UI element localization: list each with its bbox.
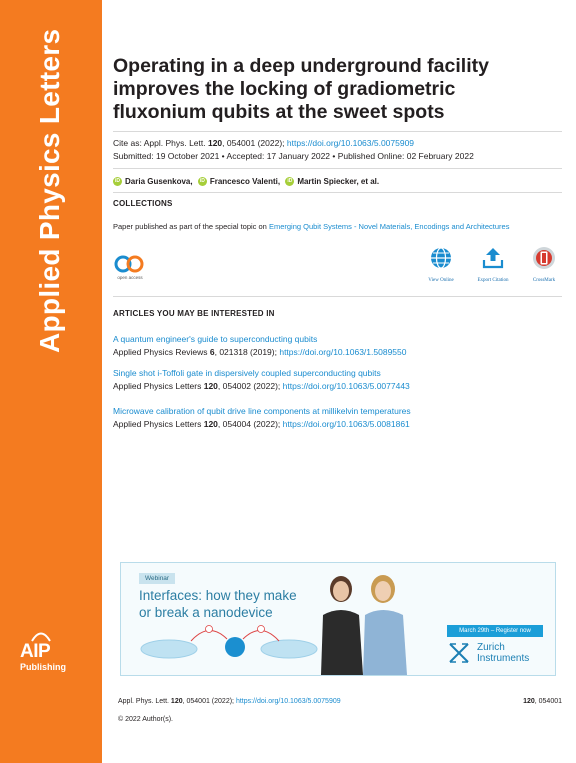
related-article-volume: 120	[203, 381, 218, 391]
orcid-icon[interactable]: iD	[287, 178, 293, 184]
citation-line	[113, 138, 414, 148]
related-article-title[interactable]: A quantum engineer's guide to superconducting qubits	[113, 334, 318, 344]
footer-right-pages: , 054001	[534, 698, 562, 705]
company-name-line1: Zurich	[477, 642, 505, 653]
nanodevice-illustration	[139, 619, 319, 663]
collections-prefix: Paper published as part of the special topic on	[113, 222, 269, 231]
collections-heading: COLLECTIONS	[113, 199, 173, 208]
aip-logo-subtext: Publishing	[20, 662, 66, 672]
related-article-pages: , 021318 (2019);	[214, 347, 280, 357]
export-citation-label: Export Citation	[477, 278, 509, 283]
footer-volume: 120	[170, 698, 183, 705]
presenters-photo	[311, 569, 421, 675]
cite-pages: , 054001 (2022);	[222, 138, 287, 148]
related-article-doi-link[interactable]: https://doi.org/10.1063/1.5089550	[279, 347, 407, 357]
divider	[113, 168, 562, 169]
company-name-line2: Instruments	[477, 653, 530, 664]
zurich-instruments-logo	[447, 641, 547, 669]
aip-logo-text: AIP	[20, 641, 51, 662]
publication-dates: Submitted: 19 October 2021 • Accepted: 17 January 2022 • Published Online: 02 February 2022	[113, 151, 474, 161]
footer-pages: , 054001 (2022);	[182, 698, 236, 705]
open-access-icon	[113, 253, 147, 275]
article-doi-link[interactable]: https://doi.org/10.1063/5.0075909	[286, 138, 415, 148]
crossmark-button[interactable]	[527, 246, 561, 283]
webinar-tag: Webinar	[139, 573, 175, 584]
related-article-pages: , 054004 (2022);	[217, 419, 283, 429]
related-article-journal: Applied Physics Letters	[113, 419, 204, 429]
orcid-icon[interactable]: iD	[115, 178, 120, 184]
footer-doi-link[interactable]: https://doi.org/10.1063/5.0075909	[235, 698, 341, 705]
export-citation-button[interactable]	[476, 246, 510, 283]
footer-cite-prefix: Appl. Phys. Lett.	[118, 698, 171, 705]
divider	[113, 296, 562, 297]
related-article-title[interactable]: Microwave calibration of qubit drive line components at millikelvin temperatures	[113, 406, 411, 416]
globe-icon	[429, 246, 453, 270]
related-article	[113, 334, 406, 357]
webinar-advertisement[interactable]	[120, 562, 556, 676]
special-topic-link[interactable]: Emerging Qubit Systems - Novel Materials, Encodings and Architectures	[268, 222, 510, 231]
view-online-label: View Online	[428, 278, 454, 283]
copyright: © 2022 Author(s).	[118, 716, 173, 723]
view-online-button[interactable]	[424, 246, 458, 283]
ad-title-line1: Interfaces: how they make	[139, 588, 297, 603]
article-title: Operating in a deep underground facility improves the locking of gradiometric fluxonium qubits at the sweet spots	[113, 55, 489, 123]
related-article-volume: 6	[209, 347, 215, 357]
related-article	[113, 368, 410, 391]
export-icon	[481, 246, 505, 270]
crossmark-label: CrossMark	[532, 278, 556, 283]
collections-text	[113, 221, 523, 233]
footer-right-volume: 120	[523, 698, 535, 705]
related-article-journal: Applied Physics Letters	[113, 381, 204, 391]
open-access-label: open access	[117, 275, 143, 280]
orcid-icon[interactable]: iD	[199, 178, 205, 184]
journal-name: Applied Physics Letters	[34, 28, 65, 353]
footer-page-ref	[523, 698, 562, 705]
crossmark-icon	[532, 246, 556, 270]
related-heading: ARTICLES YOU MAY BE INTERESTED IN	[113, 309, 275, 318]
related-article-title[interactable]: Single shot i-Toffoli gate in dispersively coupled superconducting qubits	[113, 368, 381, 378]
journal-sidebar	[0, 0, 102, 763]
aip-publishing-logo[interactable]	[20, 630, 72, 680]
ad-title-line2: or break a nanodevice	[139, 605, 273, 620]
related-article-journal: Applied Physics Reviews	[113, 347, 210, 357]
related-article-doi-link[interactable]: https://doi.org/10.1063/5.0081861	[282, 419, 410, 429]
zurich-logo-icon	[447, 641, 471, 665]
divider	[113, 192, 562, 193]
ad-title	[139, 587, 297, 621]
author-list: iD Daria Gusenkova , iD Francesco Valenti , iD Martin Spiecker, et al.	[115, 177, 380, 186]
author-name[interactable]: Martin Spiecker, et al.	[297, 177, 380, 186]
divider	[113, 131, 562, 132]
related-article	[113, 406, 411, 429]
register-banner[interactable]: March 29th – Register now	[447, 625, 543, 637]
cite-volume: 120	[207, 138, 223, 148]
footer-citation	[118, 698, 341, 705]
open-access-badge	[113, 253, 147, 283]
author-name[interactable]: Daria Gusenkova	[125, 177, 191, 186]
related-article-pages: , 054002 (2022);	[217, 381, 283, 391]
author-name[interactable]: Francesco Valenti	[209, 177, 278, 186]
related-article-doi-link[interactable]: https://doi.org/10.1063/5.0077443	[282, 381, 410, 391]
related-article-volume: 120	[203, 419, 218, 429]
cite-label: Cite as: Appl. Phys. Lett.	[113, 138, 208, 148]
